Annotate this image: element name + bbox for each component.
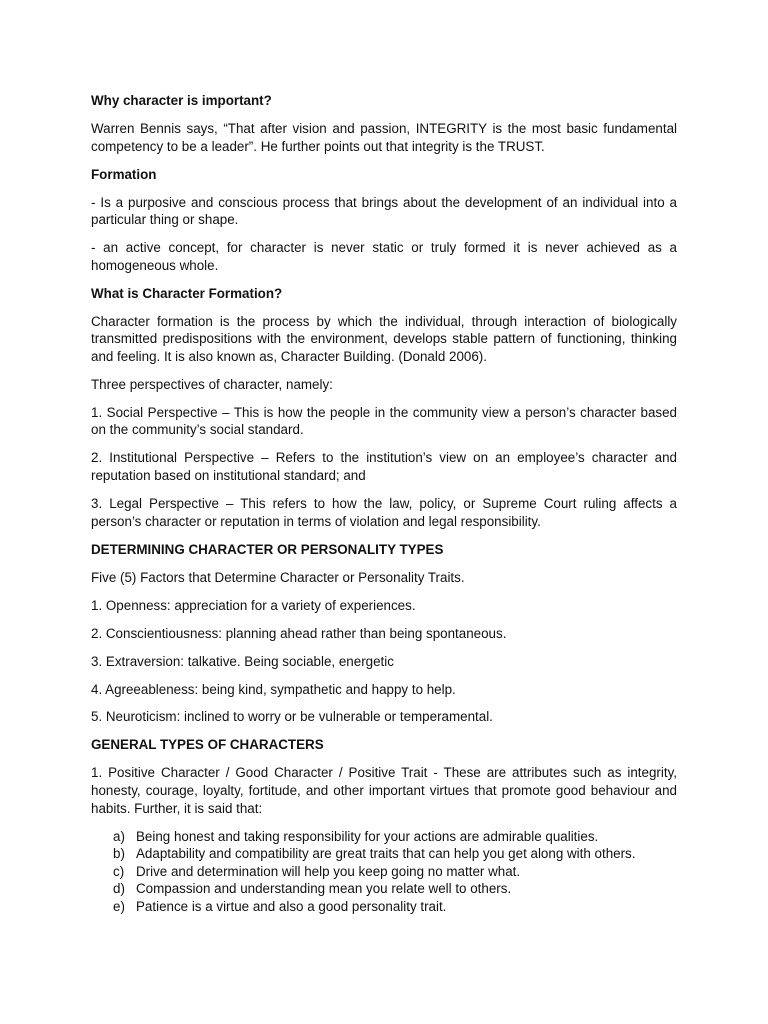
list-marker: b) [113, 846, 125, 862]
formation-point: - an active concept, for character is never static or truly formed it is never achieved as a homogeneous whole. [91, 240, 677, 273]
list-item-text: Adaptability and compatibility are great traits that can help you get along with others. [136, 846, 636, 862]
paragraph-positive-character: 1. Positive Character / Good Character / Positive Trait - These are attributes such as integrity, honesty, courage, loyalty, fortitude, and other important virtues that promote good behaviour and habits. Further, it is said that: [91, 765, 677, 816]
formation-point: - Is a purposive and conscious process that brings about the development of an individual into a particular thing or shape. [91, 194, 677, 228]
list-item [91, 898, 677, 916]
perspective-item: 3. Legal Perspective – This refers to how the law, policy, or Supreme Court ruling affects a person’s character or reputation in terms of violation and legal responsibility. [91, 496, 677, 529]
list-item [91, 863, 677, 881]
section-heading-formation: Formation [91, 166, 157, 182]
list-item-text: Being honest and taking responsibility for your actions are admirable qualities. [136, 828, 599, 844]
list-item-text: Drive and determination will help you keep going no matter what. [136, 863, 521, 879]
list-marker: d) [113, 881, 125, 897]
paragraph-character-formation-definition: Character formation is the process by which the individual, through interaction of biologically transmitted predispositions with the environment, develops stable pattern of functioning, thinking and feeling. It is also known as, Character Building. (Donald 2006). [91, 313, 677, 364]
list-item-text: Compassion and understanding mean you relate well to others. [136, 881, 512, 897]
section-heading-determining-types: DETERMINING CHARACTER OR PERSONALITY TYPES [91, 541, 444, 557]
list-marker: c) [113, 863, 125, 879]
factor-item: 5. Neuroticism: inclined to worry or be vulnerable or temperamental. [91, 709, 493, 725]
paragraph-warren-bennis: Warren Bennis says, “That after vision and passion, INTEGRITY is the most basic fundamental competency to be a leader”. He further points out that integrity is the TRUST. [91, 120, 677, 154]
list-item [91, 828, 677, 846]
list-item [91, 880, 677, 898]
list-marker: a) [113, 828, 125, 844]
list-item-text: Patience is a virtue and also a good personality trait. [136, 899, 447, 914]
positive-traits-list [91, 828, 677, 916]
section-heading-general-types: GENERAL TYPES OF CHARACTERS [91, 737, 324, 753]
perspective-item: 2. Institutional Perspective – Refers to the institution’s view on an employee’s character and reputation based on institutional standard; and [91, 450, 677, 484]
factor-item: 2. Conscientiousness: planning ahead rather than being spontaneous. [91, 625, 507, 641]
factor-item: 4. Agreeableness: being kind, sympathetic and happy to help. [91, 681, 456, 697]
section-heading-what-is-character-formation: What is Character Formation? [91, 285, 283, 301]
list-item [91, 845, 677, 863]
factors-intro: Five (5) Factors that Determine Character or Personality Traits. [91, 569, 465, 585]
factor-item: 3. Extraversion: talkative. Being sociable, energetic [91, 653, 394, 669]
section-heading-why-character: Why character is important? [91, 93, 272, 108]
perspective-item: 1. Social Perspective – This is how the people in the community view a person’s character based on the community’s social standard. [91, 404, 677, 438]
factor-item: 1. Openness: appreciation for a variety of experiences. [91, 597, 416, 613]
perspectives-intro: Three perspectives of character, namely: [91, 376, 333, 392]
list-marker: e) [113, 899, 125, 914]
